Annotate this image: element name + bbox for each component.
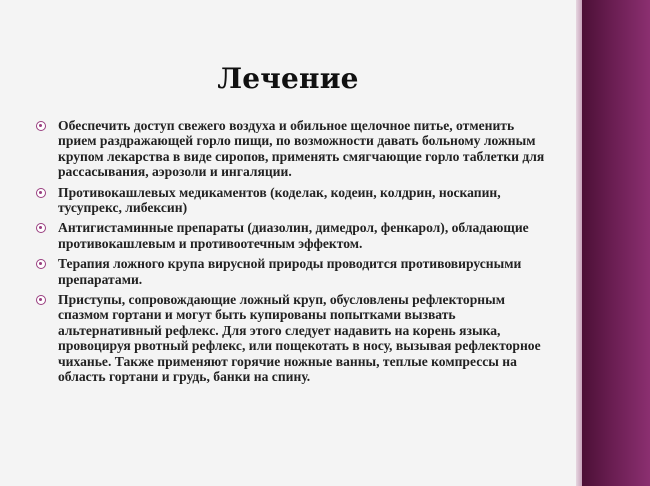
bullet-icon	[36, 188, 46, 198]
bullet-list	[36, 118, 556, 390]
decorative-side-band	[582, 0, 650, 486]
bullet-icon	[36, 259, 46, 269]
bullet-icon	[36, 295, 46, 305]
list-item	[36, 292, 556, 384]
bullet-text: Антигистаминные препараты (диазолин, димедрол, фенкарол), обладающие противокашлевым и противоотечным эффектом.	[58, 220, 529, 251]
list-item	[36, 220, 556, 251]
list-item	[36, 256, 556, 287]
bullet-text: Терапия ложного крупа вирусной природы проводится противовирусными препаратами.	[58, 256, 522, 287]
bullet-text: Противокашлевых медикаментов (коделак, кодеин, колдрин, носкапин, тусупрекс, либексин)	[58, 184, 501, 216]
bullet-text: Обеспечить доступ свежего воздуха и обильное щелочное питье, отменить прием раздражающей горло пищи, по возможности давать больному ложным крупом лекарства в виде сиропов, применять смягчающие горло таблетки для рассасывания, аэрозоли и ингаляции.	[58, 118, 545, 180]
list-item	[36, 118, 556, 180]
bullet-icon	[36, 121, 46, 131]
list-item	[36, 185, 556, 216]
bullet-icon	[36, 223, 46, 233]
slide-title: Лечение	[217, 62, 359, 95]
bullet-text: Приступы, сопровождающие ложный круп, обусловлены рефлекторным спазмом гортани и могут быть купированы попытками вызвать альтернативный рефлекс. Для этого следует надавить на корень языка, провоцируя рвотный рефлекс, или пощекотать в носу, вызывая рефлекторное чиханье. Также применяют горячие ножные ванны, теплые компрессы на область гортани и грудь, банки на спину.	[58, 292, 541, 385]
